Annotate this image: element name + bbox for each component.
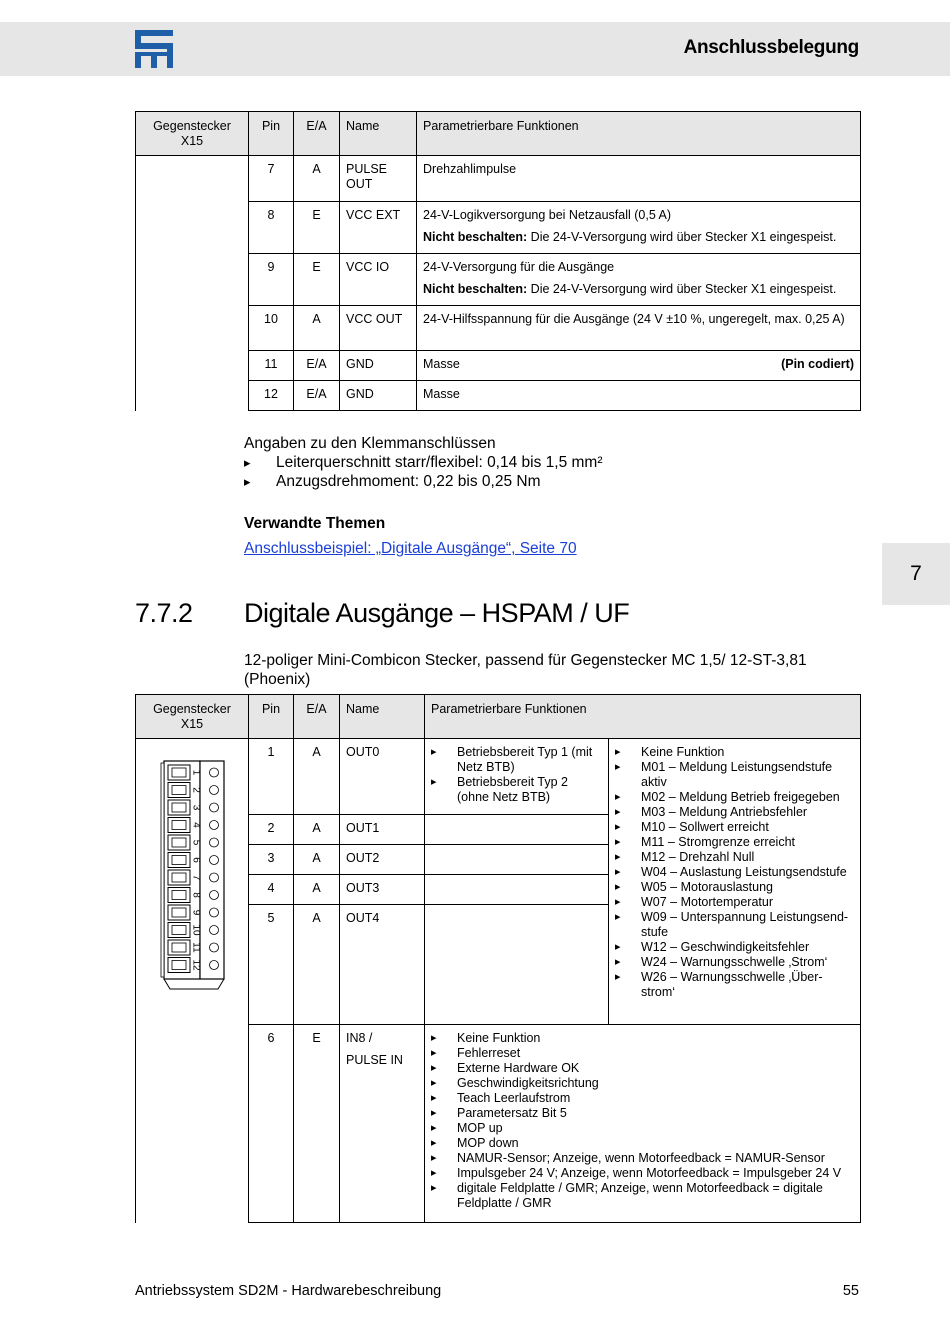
function-text: 24-V-Versorgung für die Ausgänge bbox=[423, 260, 615, 274]
footer-page-number: 55 bbox=[842, 1283, 859, 1299]
connector-pin-label: 9 bbox=[190, 909, 202, 916]
connector-pin-label: 8 bbox=[190, 892, 202, 898]
pin-cell: 3 bbox=[249, 845, 294, 875]
pin-cell: 6 bbox=[249, 1025, 294, 1223]
connector-screw bbox=[210, 873, 219, 882]
connector-screw bbox=[210, 856, 219, 865]
name-cell: VCC OUT bbox=[340, 306, 417, 351]
pin-coded-label: (Pin codiert) bbox=[781, 357, 854, 371]
connector-pin-contact bbox=[172, 768, 186, 777]
ea-cell: E bbox=[294, 202, 340, 254]
empty-function-cell bbox=[425, 845, 609, 875]
table-header-row bbox=[136, 695, 861, 739]
page-header-title: Anschlussbelegung bbox=[683, 37, 859, 58]
connector-pin-label: 6 bbox=[190, 857, 202, 863]
list-item: ▸ Externe Hardware OK bbox=[431, 1061, 854, 1076]
connector-pin-label: 11 bbox=[190, 942, 202, 953]
ea-cell: E bbox=[294, 1025, 340, 1223]
connector-pin-contact bbox=[172, 873, 186, 882]
empty-function-cell bbox=[425, 815, 609, 845]
list-item: ▸ Anzugsdrehmoment: 0,22 bis 0,25 Nm bbox=[244, 472, 603, 491]
list-item: ▸ Leiterquerschnitt starr/flexibel: 0,14 bis 1,5 mm² bbox=[244, 453, 603, 472]
list-item: ▸ Teach Leerlaufstrom bbox=[431, 1091, 854, 1106]
table-row bbox=[136, 739, 861, 815]
header-name: Name bbox=[340, 112, 417, 156]
name-cell bbox=[340, 1025, 425, 1223]
list-item: ▸ W04 – Auslastung Leistungsendstufe bbox=[615, 865, 854, 880]
ea-cell: E/A bbox=[294, 351, 340, 381]
input-function-list bbox=[431, 1031, 854, 1211]
connector-screw bbox=[210, 786, 219, 795]
header-pin: Pin bbox=[249, 695, 294, 739]
header-name: Name bbox=[340, 695, 425, 739]
out0-function-cell bbox=[425, 739, 609, 815]
connector-plug-icon bbox=[158, 759, 226, 991]
list-item: ▸ NAMUR-Sensor; Anzeige, wenn Motorfeedback = NAMUR-Sensor bbox=[431, 1151, 854, 1166]
name-line: PULSE IN bbox=[346, 1053, 403, 1067]
empty-function-cell bbox=[425, 875, 609, 905]
function-cell bbox=[417, 254, 861, 306]
name-cell: VCC EXT bbox=[340, 202, 417, 254]
output-function-list bbox=[615, 745, 854, 1000]
note-text: Die 24-V-Versorgung wird über Stecker X1 eingespeist. bbox=[527, 282, 837, 296]
list-item: ▸ Fehlerreset bbox=[431, 1046, 854, 1061]
section-title: Digitale Ausgänge – HSPAM / UF bbox=[244, 598, 630, 628]
ea-cell: E/A bbox=[294, 381, 340, 411]
connector-pin-label: 7 bbox=[190, 874, 202, 881]
output-functions-cell bbox=[609, 739, 861, 1025]
list-item: ▸ Betriebsbereit Typ 1 (mit Netz BTB) bbox=[431, 745, 602, 775]
function-cell: Masse bbox=[417, 381, 861, 411]
list-item: ▸ M10 – Sollwert erreicht bbox=[615, 820, 854, 835]
stecker-cell bbox=[136, 156, 249, 411]
connector-pin-contact bbox=[172, 786, 186, 795]
pin-cell: 9 bbox=[249, 254, 294, 306]
ea-cell: A bbox=[294, 905, 340, 1025]
function-note bbox=[423, 282, 854, 297]
pin-cell: 1 bbox=[249, 739, 294, 815]
list-item: ▸ Impulsgeber 24 V; Anzeige, wenn Motorfeedback = Impulsgeber 24 V bbox=[431, 1166, 854, 1181]
name-cell: GND bbox=[340, 351, 417, 381]
list-item: ▸ Keine Funktion bbox=[615, 745, 854, 760]
function-cell bbox=[417, 351, 861, 381]
pin-cell: 11 bbox=[249, 351, 294, 381]
input-functions-cell bbox=[425, 1025, 861, 1223]
connector-screw bbox=[210, 943, 219, 952]
connector-screw bbox=[210, 838, 219, 847]
list-item: ▸ M03 – Meldung Antriebsfehler bbox=[615, 805, 854, 820]
list-item: ▸ Geschwindigkeitsrichtung bbox=[431, 1076, 854, 1091]
connector-pin-label: 3 bbox=[190, 804, 202, 811]
ea-cell: E bbox=[294, 254, 340, 306]
section-description: 12-poliger Mini-Combicon Stecker, passend für Gegenstecker MC 1,5/ 12-ST-3,81 (Phoenix) bbox=[244, 652, 807, 688]
connector-pin-contact bbox=[172, 891, 186, 900]
connector-pin-contact bbox=[172, 803, 186, 812]
name-cell: GND bbox=[340, 381, 417, 411]
connector-pin-contact bbox=[172, 961, 186, 970]
function-text: Masse bbox=[423, 357, 460, 371]
header-gegenstecker: Gegenstecker X15 bbox=[136, 695, 249, 739]
pin-cell: 7 bbox=[249, 156, 294, 202]
notes-list bbox=[244, 453, 603, 491]
out0-function-list bbox=[431, 745, 602, 805]
pin-table-x15-continued bbox=[135, 111, 861, 411]
related-topics-title: Verwandte Themen bbox=[244, 515, 386, 532]
header-gegenstecker: Gegenstecker X15 bbox=[136, 112, 249, 156]
header-ea: E/A bbox=[294, 695, 340, 739]
ea-cell: A bbox=[294, 739, 340, 815]
list-item: ▸ W12 – Geschwindigkeitsfehler bbox=[615, 940, 854, 955]
list-item: ▸ Betriebsbereit Typ 2 (ohne Netz BTB) bbox=[431, 775, 602, 805]
list-item: ▸ W05 – Motorauslastung bbox=[615, 880, 854, 895]
company-logo-icon bbox=[135, 30, 173, 68]
connector-pin-contact bbox=[172, 908, 186, 917]
list-item: ▸ W09 – Unterspannung Leistungsend-stufe bbox=[615, 910, 854, 940]
name-cell: OUT0 bbox=[340, 739, 425, 815]
function-note bbox=[423, 230, 854, 245]
header-functions: Parametrierbare Funktionen bbox=[417, 112, 861, 156]
stecker-cell bbox=[136, 739, 249, 1223]
connector-screw bbox=[210, 821, 219, 830]
footer-document-title: Antriebssystem SD2M - Hardwarebeschreibung bbox=[135, 1283, 442, 1299]
connector-pin-label: 1 bbox=[190, 769, 202, 776]
connector-pin-contact bbox=[172, 838, 186, 847]
list-item: ▸ W26 – Warnungsschwelle ‚Über-strom‘ bbox=[615, 970, 854, 1000]
connector-pin-label: 10 bbox=[190, 924, 202, 936]
name-cell: OUT3 bbox=[340, 875, 425, 905]
header-ea: E/A bbox=[294, 112, 340, 156]
connector-pin-label: 5 bbox=[190, 839, 202, 846]
table-row bbox=[136, 156, 861, 202]
list-item: ▸ MOP down bbox=[431, 1136, 854, 1151]
note-label: Nicht beschalten: bbox=[423, 230, 528, 244]
name-cell: OUT2 bbox=[340, 845, 425, 875]
name-cell: OUT4 bbox=[340, 905, 425, 1025]
pin-table-hspam-uf bbox=[135, 694, 861, 1223]
ea-cell: A bbox=[294, 815, 340, 845]
note-label: Nicht beschalten: bbox=[423, 282, 528, 296]
connector-pin-contact bbox=[172, 821, 186, 830]
list-item: ▸ M11 – Stromgrenze erreicht bbox=[615, 835, 854, 850]
note-text: Die 24-V-Versorgung wird über Stecker X1 eingespeist. bbox=[527, 230, 837, 244]
ea-cell: A bbox=[294, 845, 340, 875]
connector-screw bbox=[210, 768, 219, 777]
connector-pin-contact bbox=[172, 943, 186, 952]
list-item: ▸ M02 – Meldung Betrieb freigegeben bbox=[615, 790, 854, 805]
function-text: 24-V-Logikversorgung bei Netzausfall (0,5 A) bbox=[423, 208, 672, 222]
connector-pin-label: 4 bbox=[190, 822, 202, 828]
name-cell: OUT1 bbox=[340, 815, 425, 845]
function-cell bbox=[417, 202, 861, 254]
section-number: 7.7.2 bbox=[135, 598, 193, 628]
related-topic-link[interactable]: Anschlussbeispiel: „Digitale Ausgänge“, Seite 70 bbox=[244, 540, 577, 557]
header-functions: Parametrierbare Funktionen bbox=[425, 695, 861, 739]
function-cell: Drehzahlimpulse bbox=[417, 156, 861, 202]
pin-cell: 12 bbox=[249, 381, 294, 411]
connector-pin-contact bbox=[172, 856, 186, 865]
pin-cell: 2 bbox=[249, 815, 294, 845]
ea-cell: A bbox=[294, 156, 340, 202]
connector-pin-contact bbox=[172, 926, 186, 935]
list-item: ▸ W07 – Motortemperatur bbox=[615, 895, 854, 910]
name-cell: PULSE OUT bbox=[340, 156, 417, 202]
name-line: IN8 / bbox=[346, 1031, 373, 1045]
list-item: ▸ M01 – Meldung Leistungsendstufe aktiv bbox=[615, 760, 854, 790]
table-header-row bbox=[136, 112, 861, 156]
list-item: ▸ W24 – Warnungsschwelle ‚Strom‘ bbox=[615, 955, 854, 970]
terminal-notes bbox=[244, 434, 603, 491]
list-item: ▸ Keine Funktion bbox=[431, 1031, 854, 1046]
connector-pin-label: 12 bbox=[190, 959, 202, 971]
name-cell: VCC IO bbox=[340, 254, 417, 306]
connector-screw bbox=[210, 803, 219, 812]
list-item: ▸ M12 – Drehzahl Null bbox=[615, 850, 854, 865]
ea-cell: A bbox=[294, 306, 340, 351]
chapter-tab: 7 bbox=[882, 543, 950, 605]
empty-function-cell bbox=[425, 905, 609, 1025]
notes-intro: Angaben zu den Klemmanschlüssen bbox=[244, 435, 496, 452]
connector-screw bbox=[210, 961, 219, 970]
connector-screw bbox=[210, 926, 219, 935]
list-item: ▸ Parametersatz Bit 5 bbox=[431, 1106, 854, 1121]
pin-cell: 8 bbox=[249, 202, 294, 254]
function-cell: 24-V-Hilfsspannung für die Ausgänge (24 V ±10 %, ungeregelt, max. 0,25 A) bbox=[417, 306, 861, 351]
header-pin: Pin bbox=[249, 112, 294, 156]
pin-cell: 4 bbox=[249, 875, 294, 905]
connector-screw bbox=[210, 908, 219, 917]
connector-screw bbox=[210, 891, 219, 900]
pin-cell: 10 bbox=[249, 306, 294, 351]
list-item: ▸ MOP up bbox=[431, 1121, 854, 1136]
pin-cell: 5 bbox=[249, 905, 294, 1025]
list-item: ▸ digitale Feldplatte / GMR; Anzeige, wenn Motorfeedback = digitale Feldplatte / GMR bbox=[431, 1181, 854, 1211]
connector-pin-label: 2 bbox=[190, 787, 202, 793]
ea-cell: A bbox=[294, 875, 340, 905]
